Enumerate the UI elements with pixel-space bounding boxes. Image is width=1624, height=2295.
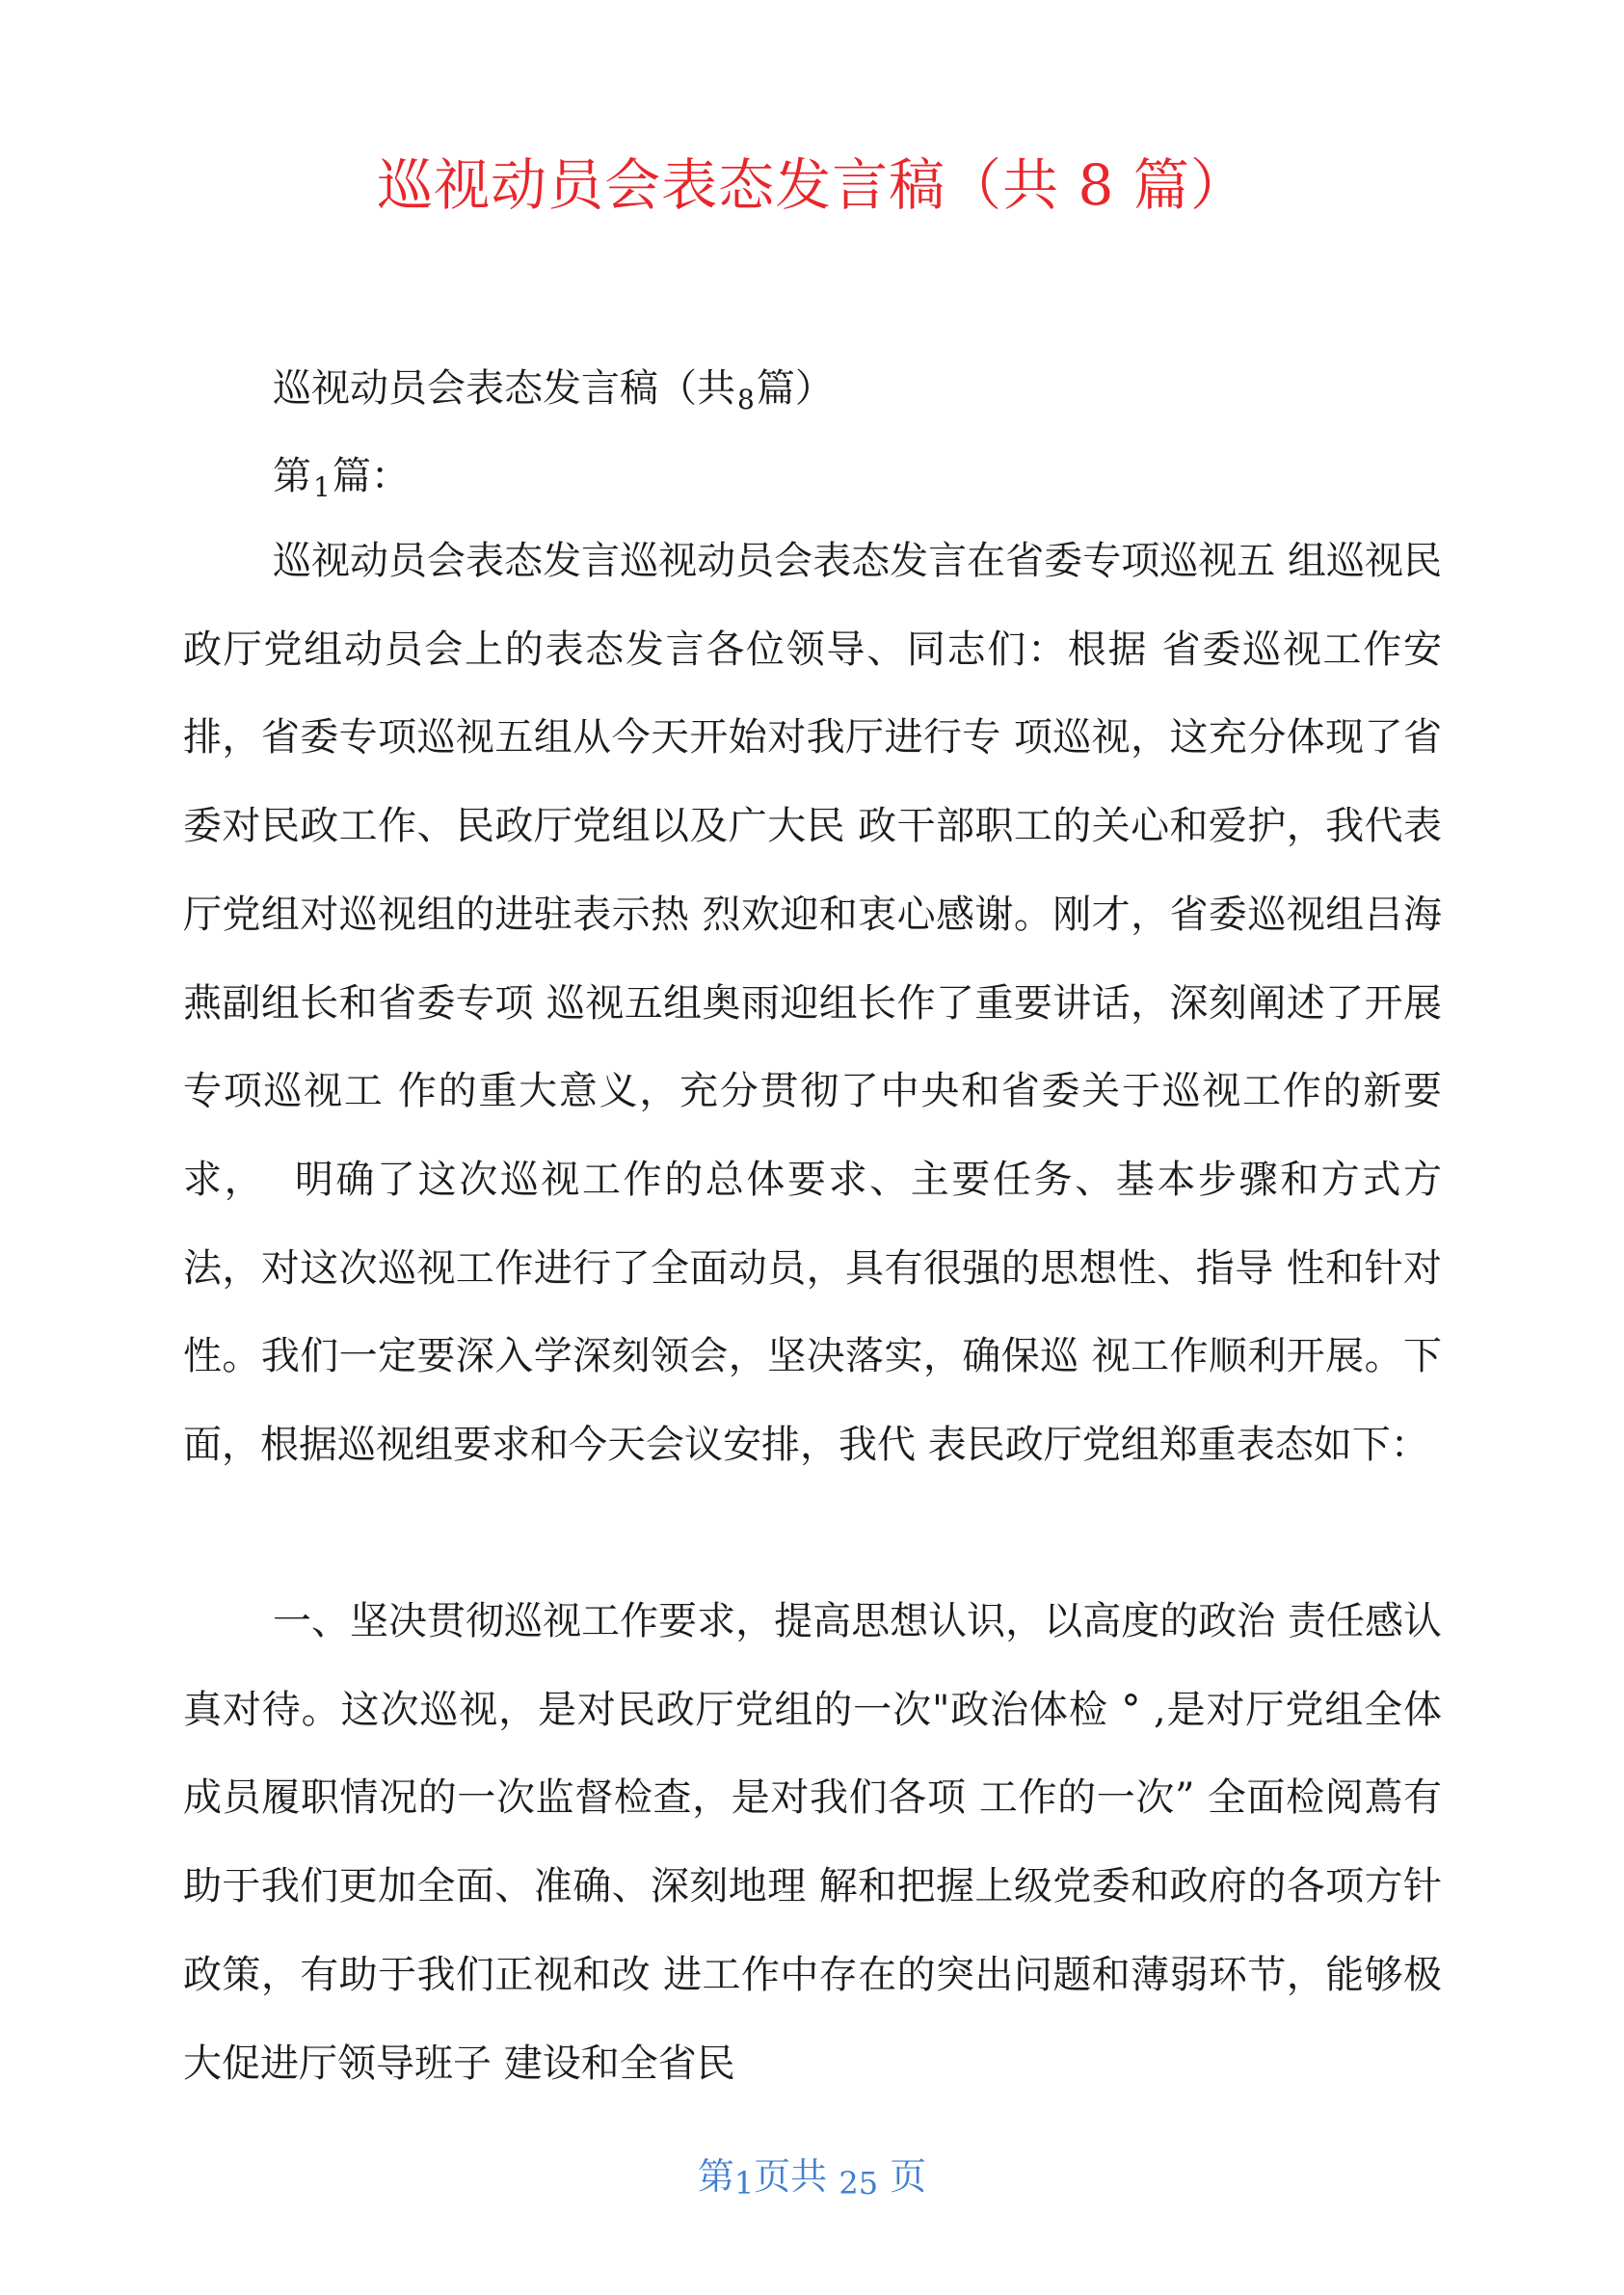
subtitle-text-after: 篇） bbox=[756, 366, 834, 411]
part-label bbox=[273, 447, 410, 509]
footer-current-page: 1 bbox=[733, 2165, 755, 2202]
footer-middle: 页共 bbox=[754, 2155, 828, 2198]
footer-prefix: 第 bbox=[697, 2155, 734, 2198]
subtitle-count: 8 bbox=[737, 384, 755, 415]
part-label-before: 第 bbox=[273, 454, 311, 498]
body-paragraph: 一、坚决贯彻巡视工作要求，提高思想认识，以高度的政治 责任感认真对待。这次巡视，是对民政厅党组的一次"政治体检 ° ,是对厅党组全体成员履职情况的一次监督检查，是对我们各项 工作的一次” 全面检阅蔦有助于我们更加全面、准确、深刻地理 解和把握上级党委和政府的各项方针政策，有助于我们正视和改 进工作中存在的突出问题和薄弱环节，能够极大促进厅领导班子 建设和全省民 bbox=[183, 1599, 1442, 2086]
body-paragraph: 巡视动员会表态发言巡视动员会表态发言在省委专项巡视五 组巡视民政厅党组动员会上的表态发言各位领导、同志们：根据 省委巡视工作安排，省委专项巡视五组从今天开始对我厅进行专 项巡视，这充分体现了省委对民政工作、民政厅党组以及广大民 政干部职工的关心和爱护，我代表厅党组对巡视组的进驻表示热 烈欢迎和衷心感谢。刚才，省委巡视组吕海燕副组长和省委专项 巡视五组奥雨迎组长作了重要讲话，深刻阐述了开展专项巡视工 作的重大意义，充分贯彻了中央和省委关于巡视工作的新要求， 明确了这次巡视工作的总体要求、主要任务、基本步骤和方式方 法，对这次巡视工作进行了全面动员，具有很强的思想性、指导 性和针对性。我们一定要深入学深刻领会，坚决落实，确保巡 视工作顺利开展。下面，根据巡视组要求和今天会议安排，我代 表民政厅党组郑重表态如下： bbox=[183, 539, 1454, 1468]
part-label-after: 篇： bbox=[332, 454, 410, 498]
footer-suffix: 页 bbox=[890, 2155, 927, 2198]
page-footer bbox=[0, 2148, 1624, 2207]
page-title: 巡视动员会表态发言稿（共 8 篇） bbox=[377, 152, 1247, 218]
subtitle-text-before: 巡视动员会表态发言稿（共 bbox=[273, 366, 735, 411]
footer-total-pages: 25 bbox=[839, 2165, 879, 2202]
document-subtitle bbox=[273, 360, 834, 421]
part-number: 1 bbox=[313, 471, 331, 503]
